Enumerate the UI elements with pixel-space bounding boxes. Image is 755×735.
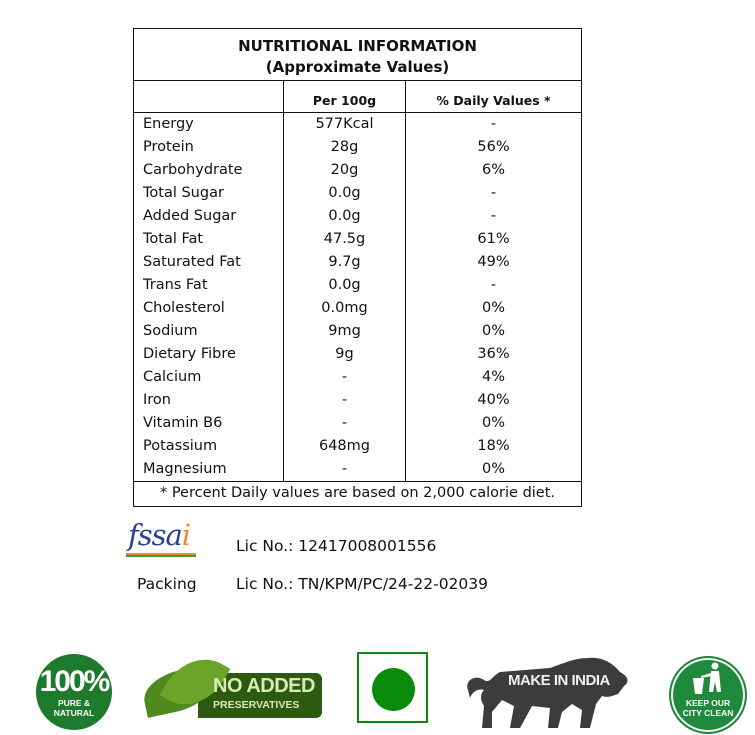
table-row [134,136,581,159]
table-row [134,274,581,297]
daily-value: 36% [405,343,581,366]
table-row [134,297,581,320]
nutrient-name: Total Sugar [143,185,224,201]
header-daily-values: % Daily Values * [405,81,581,112]
nutrient-name: Saturated Fat [143,254,241,270]
nutrient-name: Cholesterol [143,300,225,316]
keep-city-clean-badge [669,656,747,734]
make-in-india-logo [462,650,632,730]
table-row [134,159,581,182]
daily-value: 61% [405,228,581,251]
nutrient-name: Dietary Fibre [143,346,236,362]
nutrient-name: Total Fat [143,231,204,247]
packing-label: Packing [137,575,197,593]
no-added-line1: NO ADDED [213,675,315,697]
veg-mark-icon [357,652,428,723]
nutrient-name: Iron [143,392,171,408]
per-100g-value: 0.0g [283,182,405,205]
nutrient-name: Vitamin B6 [143,415,223,431]
per-100g-value: 47.5g [283,228,405,251]
no-added-line2: PRESERVATIVES [213,699,300,711]
nutrient-name: Added Sugar [143,208,237,224]
header-per100g: Per 100g [283,81,405,112]
nutrient-name: Energy [143,116,194,132]
nutrient-name: Protein [143,139,194,155]
trash-bin-icon [671,660,745,700]
nutrient-name: Trans Fat [143,277,208,293]
per-100g-value: 577Kcal [283,113,405,136]
pure-badge-line1: PURE & [57,698,91,708]
daily-value: 4% [405,366,581,389]
header-nutrient [134,81,283,112]
fssai-green-bar [126,555,196,557]
daily-value: 49% [405,251,581,274]
fssai-logo-accent: i [181,518,191,552]
no-added-preservatives-badge [143,653,323,725]
table-row [134,182,581,205]
per-100g-value: 0.0g [283,205,405,228]
nutrient-name: Calcium [143,369,202,385]
per-100g-value: - [283,389,405,412]
table-row [134,205,581,228]
daily-value: 6% [405,159,581,182]
per-100g-value: - [283,366,405,389]
clean-line1: KEEP OUR [685,698,731,708]
table-title: NUTRITIONAL INFORMATION [238,37,477,55]
table-row [134,228,581,251]
nutrition-table [133,28,582,507]
table-row [134,366,581,389]
daily-value: 0% [405,412,581,435]
daily-value: 40% [405,389,581,412]
lion-icon [462,650,632,730]
daily-value: 18% [405,435,581,458]
veg-dot [372,668,415,711]
daily-value: - [405,205,581,228]
pure-badge-line2: NATURAL [53,708,95,718]
table-row [134,435,581,458]
per-100g-value: 0.0g [283,274,405,297]
footnote: * Percent Daily values are based on 2,000 calorie diet. [134,481,581,506]
nutrient-name: Potassium [143,438,218,454]
per-100g-value: 20g [283,159,405,182]
daily-value: 0% [405,297,581,320]
daily-value: - [405,113,581,136]
clean-line2: CITY CLEAN [682,708,734,718]
per-100g-value: 28g [283,136,405,159]
per-100g-value: 0.0mg [283,297,405,320]
table-row [134,113,581,136]
per-100g-value: - [283,412,405,435]
daily-value: 56% [405,136,581,159]
fssai-logo [126,518,202,558]
column-headers [134,81,581,113]
packing-license-number: Lic No.: TN/KPM/PC/24-22-02039 [236,575,488,593]
table-row [134,389,581,412]
table-subtitle: (Approximate Values) [265,58,450,76]
per-100g-value: 9g [283,343,405,366]
table-body [134,113,581,481]
fssai-logo-text: fssa [128,518,182,552]
table-row [134,251,581,274]
per-100g-value: 9.7g [283,251,405,274]
per-100g-value: - [283,458,405,481]
per-100g-value: 9mg [283,320,405,343]
daily-value: - [405,182,581,205]
table-row [134,343,581,366]
nutrient-name: Carbohydrate [143,162,243,178]
pure-badge-percent: 100% [39,665,109,698]
table-row [134,320,581,343]
nutrient-name: Magnesium [143,461,227,477]
table-row [134,412,581,435]
make-in-india-text: MAKE IN INDIA [508,672,610,689]
daily-value: 0% [405,458,581,481]
fssai-license-number: Lic No.: 12417008001556 [236,537,437,555]
per-100g-value: 648mg [283,435,405,458]
table-title-block [134,29,581,81]
nutrient-name: Sodium [143,323,198,339]
daily-value: 0% [405,320,581,343]
daily-value: - [405,274,581,297]
table-row [134,458,581,481]
pure-natural-badge [36,654,112,730]
